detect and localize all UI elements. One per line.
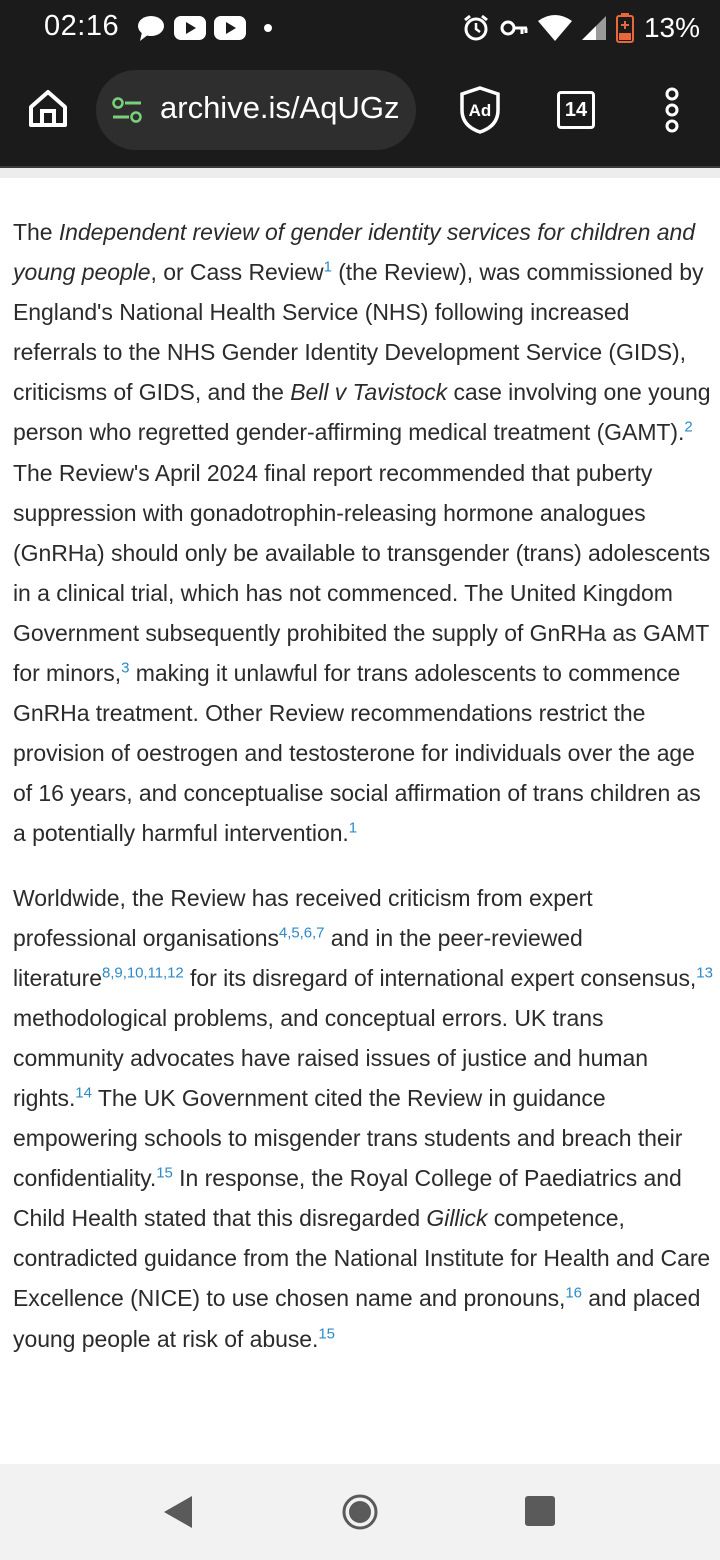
home-button[interactable] <box>26 84 70 132</box>
text: making it unlawful for trans adolescents to commence GnRHa treatment. Other Review recommendations restrict the provision of oestrogen and testosterone for individuals over the age of 16 years, and conceptualise social affirmation of trans children as a potentially harmful intervention. <box>13 660 701 847</box>
vpn-key-icon <box>500 18 528 38</box>
url-text[interactable]: archive.is/AqUGz <box>160 90 400 125</box>
adblock-button[interactable] <box>458 86 502 134</box>
text: , or Cass Review <box>150 259 324 286</box>
battery-percent: 13% <box>643 12 700 43</box>
chat-bubble-icon <box>136 14 166 42</box>
article-body <box>13 212 715 1383</box>
alarm-icon <box>462 14 490 42</box>
text: Worldwide, the Review has received criticism from expert professional organisations <box>13 884 593 951</box>
youtube-icon <box>214 15 246 41</box>
text: and in the peer-reviewed literature <box>13 924 583 991</box>
system-nav-bar <box>0 1464 720 1560</box>
case-name: Bell v Tavistock <box>290 379 448 406</box>
youtube-icon <box>174 15 206 41</box>
address-bar[interactable] <box>96 70 416 150</box>
text: case involving one young person who regretted gender-affirming medical treatment (GAMT). <box>13 379 711 446</box>
svg-text:Ad: Ad <box>468 101 492 120</box>
content-top-divider <box>0 168 720 178</box>
overflow-menu-icon <box>660 86 684 134</box>
citation-link[interactable]: 8,9,10,11,12 <box>102 964 184 982</box>
tabs-button[interactable] <box>557 91 595 129</box>
browser-toolbar <box>0 56 720 168</box>
citation-link[interactable]: 14 <box>75 1084 92 1102</box>
text: In response, the Royal College of Paediatrics and Child Health stated that this disregarded <box>13 1165 682 1232</box>
overflow-menu-button[interactable] <box>660 86 684 134</box>
recents-icon[interactable] <box>525 1496 555 1526</box>
tab-count: 14 <box>564 98 588 121</box>
citation-link[interactable]: 1 <box>348 819 358 837</box>
back-icon[interactable] <box>162 1494 194 1530</box>
site-settings-icon[interactable] <box>112 97 142 123</box>
text: and placed young people at risk of abuse. <box>13 1285 701 1352</box>
adblock-icon <box>458 86 502 134</box>
paragraph-1 <box>13 212 715 854</box>
text: methodological problems, and conceptual errors. UK trans community advocates have raised issues of justice and human rights. <box>13 1004 648 1111</box>
citation-link[interactable]: 15 <box>318 1324 335 1342</box>
citation-link[interactable]: 15 <box>156 1164 173 1182</box>
home-icon <box>27 87 69 129</box>
citation-link[interactable]: 4,5,6,7 <box>278 923 325 941</box>
citation-link[interactable]: 3 <box>121 659 130 677</box>
report-title: Independent review of gender identity services for children and young people <box>13 219 695 286</box>
signal-icon <box>582 16 606 40</box>
battery-low-icon <box>616 13 634 43</box>
text: The UK Government cited the Review in guidance empowering schools to misgender trans students and breach their confidentiality. <box>13 1084 683 1192</box>
citation-link[interactable]: 13 <box>696 964 713 982</box>
dot-icon <box>254 15 278 41</box>
text: The <box>13 219 59 245</box>
home-circle-icon[interactable] <box>341 1493 379 1531</box>
status-bar <box>0 0 720 56</box>
text: for its disregard of international expert consensus, <box>183 964 697 991</box>
notification-icons <box>136 14 278 42</box>
wifi-icon <box>538 15 572 41</box>
citation-link[interactable]: 1 <box>323 258 332 276</box>
text: The Review's April 2024 final report recommended that puberty suppression with gonadotrophin-releasing hormone analogues (GnRHa) should only be available to transgender (trans) adolescents in a clinical trial, which has not commenced. The United Kingdom Government subsequently prohibited the supply of GnRHa as GAMT for minors, <box>13 459 711 687</box>
clock: 02:16 <box>44 10 120 42</box>
citation-link[interactable]: 16 <box>565 1284 582 1302</box>
case-name: Gillick <box>426 1205 488 1232</box>
text: (the Review), was commissioned by England's National Health Service (NHS) following increased referrals to the NHS Gender Identity Development Service (GIDS), criticisms of GIDS, and the <box>13 259 704 406</box>
system-icons <box>462 10 700 46</box>
text: competence, contradicted guidance from the National Institute for Health and Care Excellence (NICE) to use chosen name and pronouns, <box>13 1205 711 1312</box>
citation-link[interactable]: 2 <box>684 418 693 436</box>
paragraph-2 <box>13 878 715 1359</box>
